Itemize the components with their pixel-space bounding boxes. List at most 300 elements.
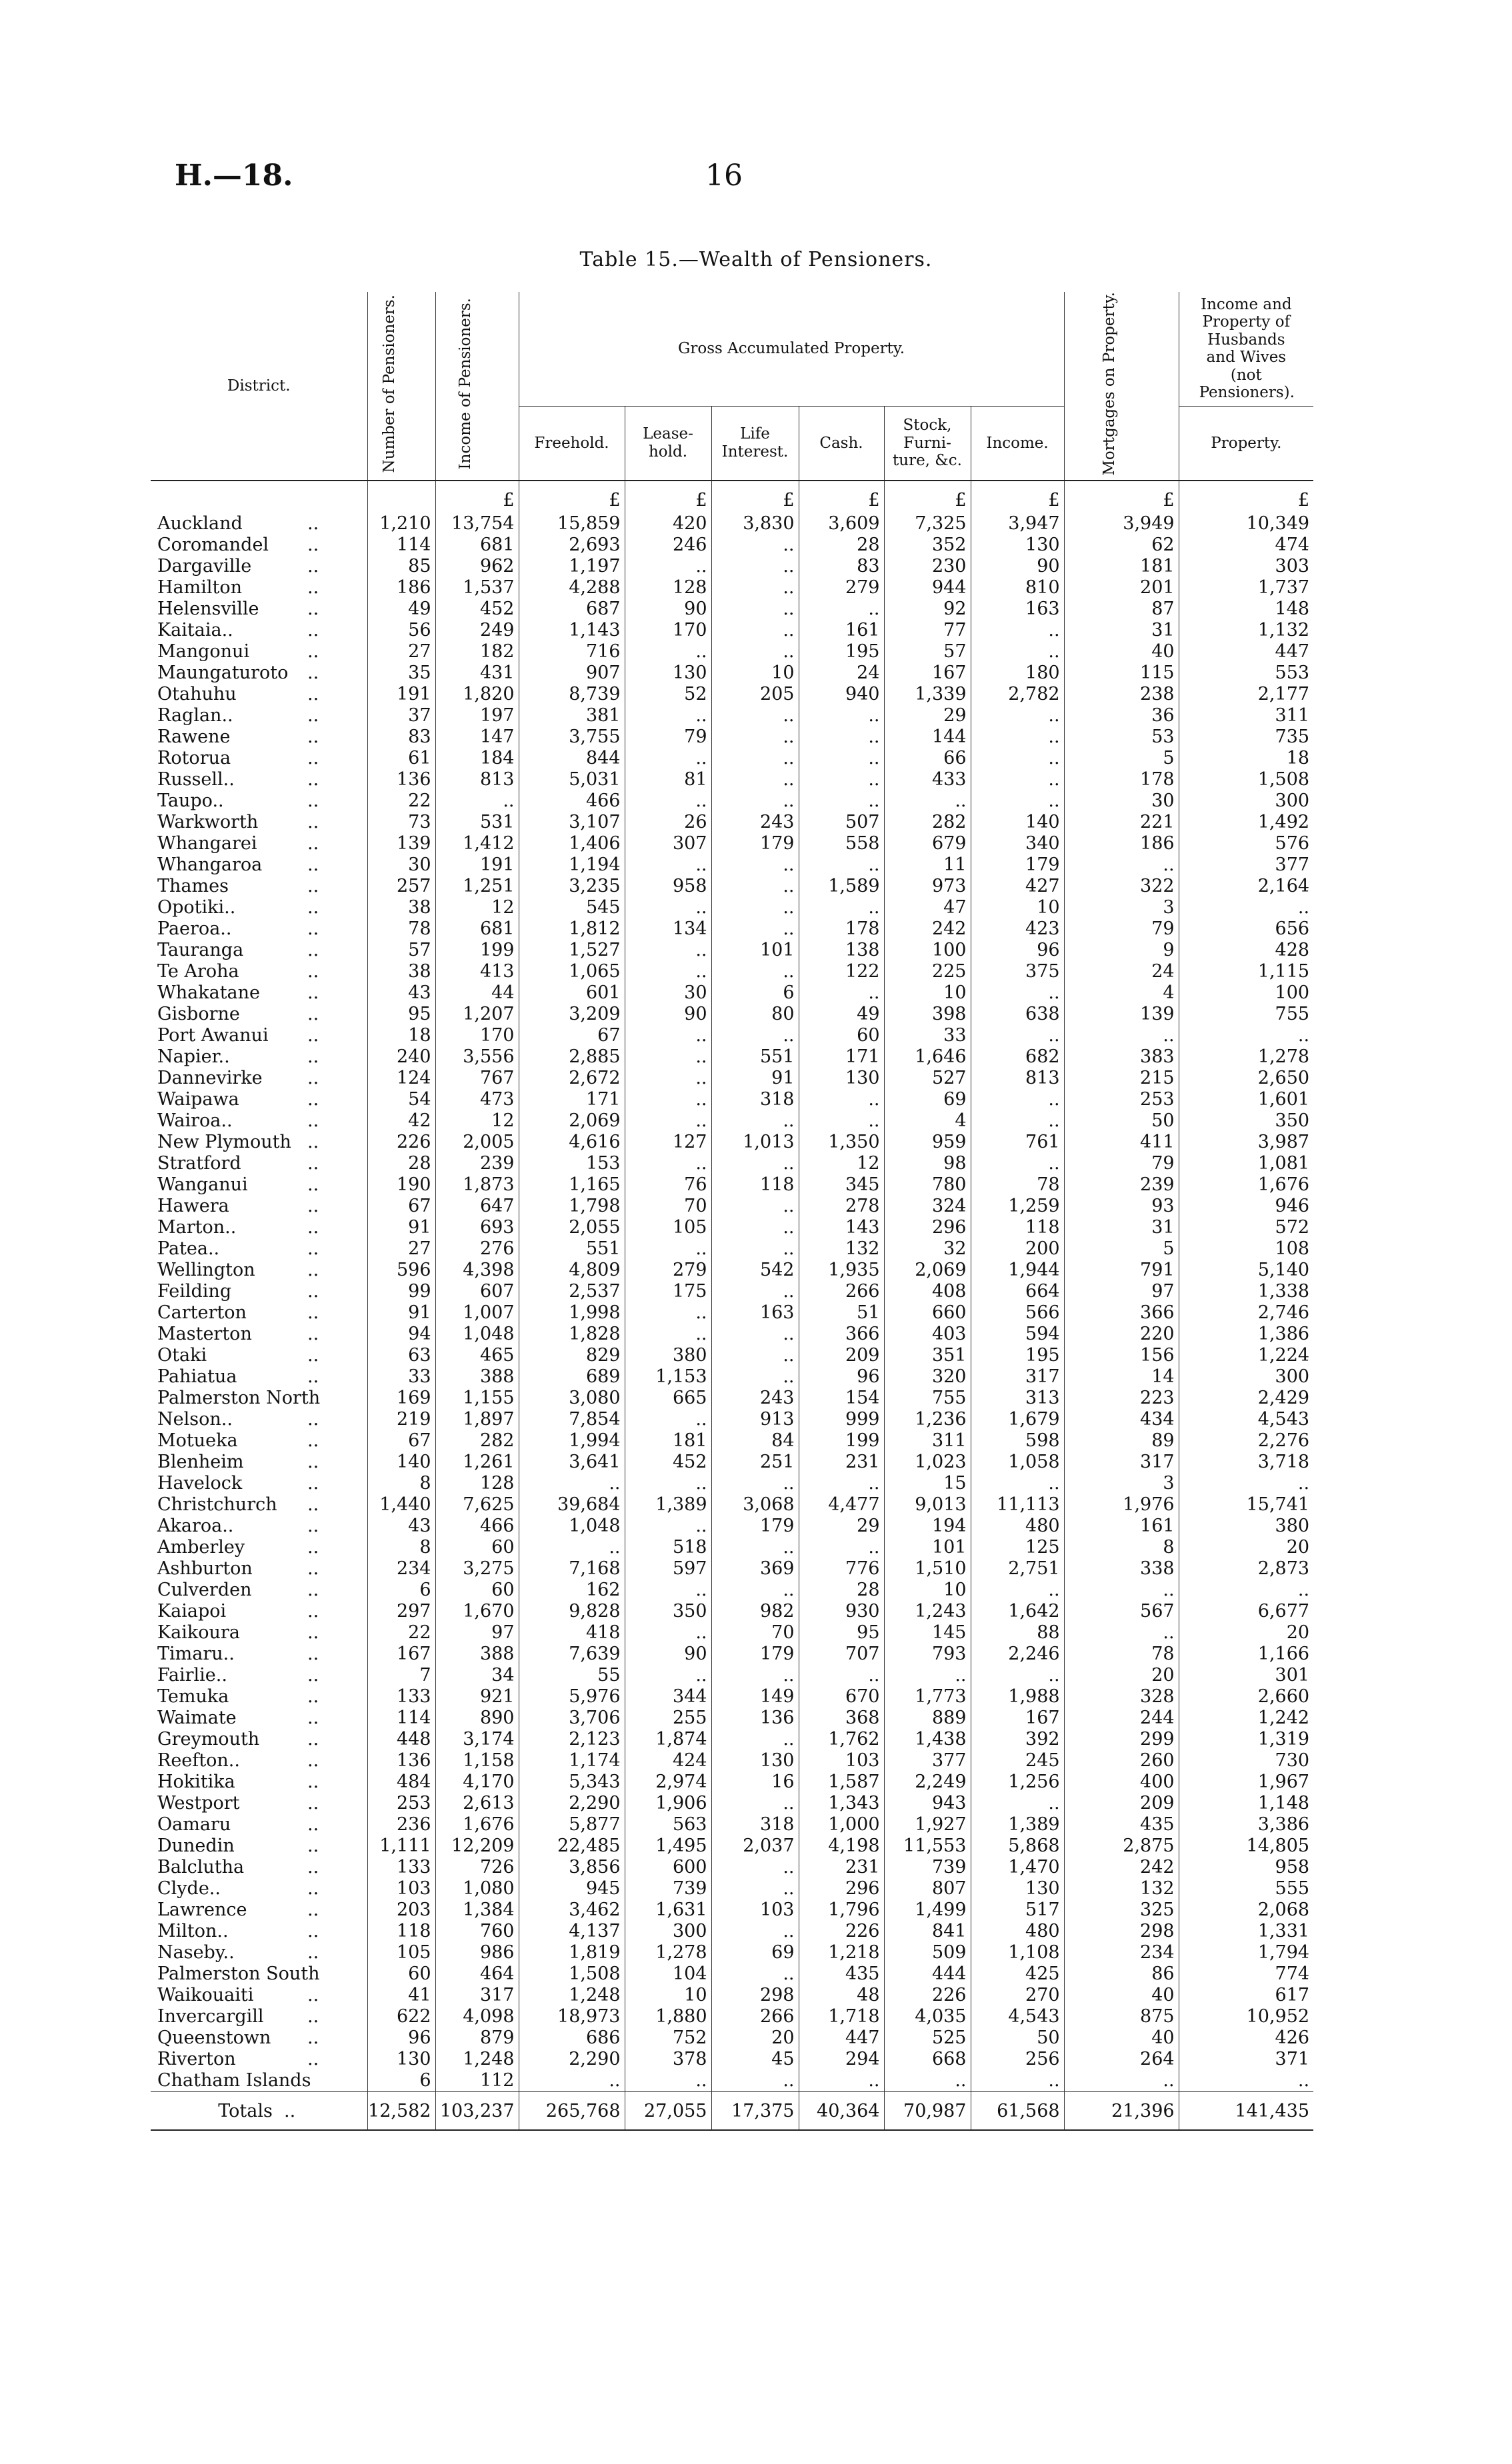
leasehold-cell: 739 [625,1878,711,1899]
income-cell: 7,625 [435,1494,519,1516]
income-cell: 249 [435,620,519,641]
spouse-property-cell: 1,967 [1179,1772,1313,1793]
table-row [151,1388,1313,1409]
freehold-cell: 689 [519,1366,625,1388]
cash-cell: 278 [799,1196,884,1217]
life-interest-cell: .. [711,1110,799,1132]
currency-symbol: £ [711,481,799,511]
currency-symbol: £ [1064,481,1179,511]
stock-cell: 527 [884,1068,971,1089]
stock-cell: 10 [884,982,971,1004]
freehold-cell: 5,031 [519,769,625,790]
district-cell [151,812,367,833]
district-cell [151,918,367,940]
currency-symbol: £ [435,481,519,511]
freehold-cell: 7,854 [519,1409,625,1430]
table-row [151,748,1313,769]
totals-label: Totals .. [151,2092,367,2131]
freehold-cell: 3,080 [519,1388,625,1409]
leader-dots: .. [307,854,319,876]
freehold-cell: 171 [519,1089,625,1110]
spouse-property-cell: 1,508 [1179,769,1313,790]
mortgages-cell: 317 [971,1366,1064,1388]
leasehold-cell: 378 [625,2049,711,2070]
spouse-property-cell: 3,987 [1179,1132,1313,1153]
freehold-cell: 687 [519,599,625,620]
mortgages-cell: 163 [971,599,1064,620]
mortgages-cell: 256 [971,2049,1064,2070]
stock-cell: 944 [884,577,971,599]
spouse-income-cell: 89 [1064,1430,1179,1452]
income-cell: 1,676 [435,1814,519,1836]
spouse-property-cell: 10,952 [1179,2006,1313,2027]
district-name: Timaru.. [157,1644,235,1665]
number-cell: 240 [367,1046,435,1068]
district-cell [151,1260,367,1281]
leader-dots: .. [307,1238,319,1260]
spouse-income-cell: 253 [1064,1089,1179,1110]
spouse-income-cell: 435 [1064,1814,1179,1836]
table-row [151,726,1313,748]
table-row [151,1324,1313,1345]
cash-cell: 366 [799,1324,884,1345]
district-name: Ashburton [157,1558,253,1580]
district-cell [151,577,367,599]
mortgages-cell: 427 [971,876,1064,897]
freehold-cell: 1,048 [519,1516,625,1537]
mortgages-cell: .. [971,748,1064,769]
life-interest-cell: .. [711,748,799,769]
mortgages-cell: 167 [971,1708,1064,1729]
cash-cell: 154 [799,1388,884,1409]
total-spouse-property: 141,435 [1179,2092,1313,2131]
table-row [151,1260,1313,1281]
leader-dots: .. [307,684,319,705]
cash-cell: .. [799,726,884,748]
life-interest-cell: 20 [711,2027,799,2049]
leasehold-cell: .. [625,1409,711,1430]
income-cell: 184 [435,748,519,769]
leader-dots: .. [307,1473,319,1494]
district-cell [151,1686,367,1708]
number-header [367,292,435,481]
leasehold-cell: .. [625,556,711,577]
leasehold-cell: 380 [625,1345,711,1366]
district-cell [151,662,367,684]
cash-cell: 776 [799,1558,884,1580]
district-cell [151,684,367,705]
spouse-income-cell: 50 [1064,1110,1179,1132]
stock-cell: 4 [884,1110,971,1132]
leasehold-cell: 2,974 [625,1772,711,1793]
leasehold-cell: 134 [625,918,711,940]
leasehold-cell: .. [625,1153,711,1174]
table-row [151,1302,1313,1324]
leasehold-cell: .. [625,1302,711,1324]
stock-cell: 1,243 [884,1601,971,1622]
spouse-property-cell: 2,650 [1179,1068,1313,1089]
district-cell [151,1622,367,1644]
spouse-property-cell: 1,737 [1179,577,1313,599]
leader-dots: .. [307,961,319,982]
mortgages-cell: .. [971,726,1064,748]
district-name: Whakatane [157,982,261,1004]
spouse-income-cell: 325 [1064,1899,1179,1921]
district-name: Opotiki.. [157,897,236,918]
number-cell: 38 [367,897,435,918]
freehold-cell: 1,998 [519,1302,625,1324]
life-interest-cell: .. [711,1878,799,1899]
stock-cell: 57 [884,641,971,662]
table-row [151,897,1313,918]
freehold-cell: 2,290 [519,1793,625,1814]
freehold-cell: 1,406 [519,833,625,854]
district-name: Waimate [157,1708,237,1729]
leader-dots: .. [307,833,319,854]
cash-cell: 279 [799,577,884,599]
number-cell: 257 [367,876,435,897]
stock-cell: 1,499 [884,1899,971,1921]
spouse-income-cell: 161 [1064,1516,1179,1537]
district-name: Hawera [157,1196,229,1217]
table-row [151,2049,1313,2070]
district-name: Auckland [157,513,243,535]
income-cell: 767 [435,1068,519,1089]
income-cell: 388 [435,1366,519,1388]
number-cell: 118 [367,1921,435,1942]
leader-dots: .. [307,1580,319,1601]
district-cell [151,1196,367,1217]
life-interest-cell: 3,068 [711,1494,799,1516]
life-interest-cell: 149 [711,1686,799,1708]
district-name: Stratford [157,1153,241,1174]
life-interest-cell: 369 [711,1558,799,1580]
district-cell [151,982,367,1004]
income-cell: 13,754 [435,511,519,535]
spouse-income-cell: 223 [1064,1388,1179,1409]
district-name: Helensville [157,599,259,620]
freehold-cell: 1,828 [519,1324,625,1345]
freehold-cell: 2,123 [519,1729,625,1750]
life-interest-cell: .. [711,1238,799,1260]
leasehold-cell: 130 [625,662,711,684]
freehold-cell: .. [519,1537,625,1558]
income-cell: 1,873 [435,1174,519,1196]
leasehold-cell: 452 [625,1452,711,1473]
leasehold-cell: 170 [625,620,711,641]
spouse-income-cell: 5 [1064,1238,1179,1260]
income-cell: 1,248 [435,2049,519,2070]
income-cell: 1,048 [435,1324,519,1345]
life-interest-cell: 318 [711,1089,799,1110]
spouse-income-cell: 139 [1064,1004,1179,1025]
spouse-property-cell: 1,386 [1179,1324,1313,1345]
district-cell [151,2006,367,2027]
cash-cell: 447 [799,2027,884,2049]
leader-dots: .. [307,1153,319,1174]
number-cell: 27 [367,641,435,662]
cash-cell: 95 [799,1622,884,1644]
page-number: 16 [705,159,743,193]
leader-dots: .. [307,705,319,726]
freehold-cell: 1,248 [519,1985,625,2006]
life-interest-cell: .. [711,641,799,662]
life-interest-cell: 101 [711,940,799,961]
cash-cell: 296 [799,1878,884,1899]
income-cell: 12,209 [435,1836,519,1857]
cash-cell: 96 [799,1366,884,1388]
spouse-income-cell: 234 [1064,1942,1179,1963]
leader-dots: .. [307,1921,319,1942]
freehold-cell: 1,812 [519,918,625,940]
spouse-income-cell: 186 [1064,833,1179,854]
leader-dots: .. [307,1644,319,1665]
income-cell: 44 [435,982,519,1004]
district-cell [151,769,367,790]
stock-cell: 230 [884,556,971,577]
leasehold-cell: 350 [625,1601,711,1622]
income-cell: 1,007 [435,1302,519,1324]
spouse-property-cell: 1,242 [1179,1708,1313,1729]
spouse-property-cell: 10,349 [1179,511,1313,535]
stock-cell: 1,510 [884,1558,971,1580]
income-cell: 3,556 [435,1046,519,1068]
district-name: Te Aroha [157,961,239,982]
stock-cell: 1,236 [884,1409,971,1430]
life-interest-cell: 45 [711,2049,799,2070]
stock-cell: .. [884,1665,971,1686]
freehold-cell: 3,462 [519,1899,625,1921]
district-name: Naseby.. [157,1942,235,1963]
spouse-property-cell: 2,660 [1179,1686,1313,1708]
table-row [151,620,1313,641]
life-interest-cell: .. [711,876,799,897]
spouse-income-cell: 3 [1064,1473,1179,1494]
leader-dots: .. [307,897,319,918]
income-cell: 4,170 [435,1772,519,1793]
spouse-income-cell: 244 [1064,1708,1179,1729]
income-cell: 2,005 [435,1132,519,1153]
number-cell: 33 [367,1366,435,1388]
spouse-property-cell: 20 [1179,1622,1313,1644]
spouse-income-cell: 93 [1064,1196,1179,1217]
mortgages-cell: 4,543 [971,2006,1064,2027]
life-interest-cell: .. [711,790,799,812]
stock-cell: 225 [884,961,971,982]
number-cell: 49 [367,599,435,620]
leasehold-cell: .. [625,1238,711,1260]
leasehold-cell: 424 [625,1750,711,1772]
spouse-income-cell: 201 [1064,577,1179,599]
leasehold-cell: 1,495 [625,1836,711,1857]
table-row [151,1452,1313,1473]
leasehold-cell: 246 [625,535,711,556]
leader-dots: .. [307,2006,319,2027]
cash-cell: 507 [799,812,884,833]
stock-cell: 32 [884,1238,971,1260]
income-cell: 182 [435,641,519,662]
district-cell [151,1921,367,1942]
mortgages-cell: 179 [971,854,1064,876]
mortgages-cell: 2,782 [971,684,1064,705]
leader-dots: .. [307,1516,319,1537]
stock-cell: 47 [884,897,971,918]
freehold-cell: 4,137 [519,1921,625,1942]
spouse-income-cell: 260 [1064,1750,1179,1772]
district-name: Waikouaiti [157,1985,254,2006]
stock-cell: 973 [884,876,971,897]
spouse-property-cell: 148 [1179,599,1313,620]
income-cell: 413 [435,961,519,982]
spouse-property-cell: 730 [1179,1750,1313,1772]
spouse-property-cell: 5,140 [1179,1260,1313,1281]
district-name: Waipawa [157,1089,239,1110]
leasehold-cell: .. [625,1068,711,1089]
mortgages-cell: 180 [971,662,1064,684]
spouse-property-cell: 1,676 [1179,1174,1313,1196]
number-cell: 191 [367,684,435,705]
district-cell [151,961,367,982]
table-row [151,769,1313,790]
income-cell: 317 [435,1985,519,2006]
number-cell: 1,440 [367,1494,435,1516]
income-cell: 2,613 [435,1793,519,1814]
income-cell: 60 [435,1537,519,1558]
table-row [151,1750,1313,1772]
cash-cell: 1,935 [799,1260,884,1281]
district-cell [151,535,367,556]
leasehold-cell: .. [625,1324,711,1345]
spouse-property-cell: .. [1179,897,1313,918]
spouse-income-cell: 40 [1064,1985,1179,2006]
leasehold-cell: .. [625,940,711,961]
spouse-property-cell: 555 [1179,1878,1313,1899]
freehold-cell: 7,639 [519,1644,625,1665]
leasehold-cell: .. [625,1025,711,1046]
district-name: Akaroa.. [157,1516,234,1537]
district-cell [151,1046,367,1068]
number-cell: 105 [367,1942,435,1963]
district-cell [151,1708,367,1729]
number-cell: 6 [367,1580,435,1601]
mortgages-cell: .. [971,769,1064,790]
number-cell: 28 [367,1153,435,1174]
leader-dots: .. [307,1132,319,1153]
cash-cell: .. [799,790,884,812]
number-cell: 30 [367,854,435,876]
table-row [151,1622,1313,1644]
district-name: Reefton.. [157,1750,240,1772]
mortgages-cell: 50 [971,2027,1064,2049]
spouse-property-cell: 1,331 [1179,1921,1313,1942]
currency-symbol: £ [884,481,971,511]
table-row [151,1430,1313,1452]
spouse-property-cell: 1,132 [1179,620,1313,641]
stock-cell: 1,023 [884,1452,971,1473]
table-row [151,1089,1313,1110]
freehold-cell: 3,235 [519,876,625,897]
district-name: Feilding [157,1281,232,1302]
spouse-income-cell: 322 [1064,876,1179,897]
cash-cell: 122 [799,961,884,982]
mortgages-cell: 813 [971,1068,1064,1089]
number-cell: 484 [367,1772,435,1793]
stock-cell: 793 [884,1644,971,1665]
leasehold-cell: .. [625,705,711,726]
stock-cell: 7,325 [884,511,971,535]
stock-cell: 66 [884,748,971,769]
life-interest-cell: .. [711,1345,799,1366]
cash-cell: 195 [799,641,884,662]
spouse-property-cell: 656 [1179,918,1313,940]
leader-dots: .. [307,769,319,790]
number-cell: 91 [367,1302,435,1324]
cash-cell: 28 [799,535,884,556]
currency-symbol: £ [519,481,625,511]
leader-dots: .. [307,1174,319,1196]
district-cell [151,1793,367,1814]
district-name: Riverton [157,2049,236,2070]
leader-dots: .. [307,556,319,577]
leasehold-cell: 597 [625,1558,711,1580]
mortgages-cell: 140 [971,812,1064,833]
stock-cell: 398 [884,1004,971,1025]
stock-cell: 29 [884,705,971,726]
district-cell [151,620,367,641]
table-row [151,1963,1313,1985]
leasehold-cell: 90 [625,1004,711,1025]
table-row [151,1238,1313,1260]
leader-dots: .. [307,1494,319,1516]
leasehold-cell: 30 [625,982,711,1004]
freehold-cell: 1,194 [519,854,625,876]
income-cell: 466 [435,1516,519,1537]
spouse-income-cell: 31 [1064,1217,1179,1238]
district-cell [151,1409,367,1430]
leasehold-cell: .. [625,641,711,662]
mortgages-cell: 78 [971,1174,1064,1196]
leasehold-cell: 563 [625,1814,711,1836]
spouse-income-cell: .. [1064,1025,1179,1046]
life-interest-cell: 179 [711,1516,799,1537]
number-cell: 18 [367,1025,435,1046]
mortgages-cell: 375 [971,961,1064,982]
cash-cell: 60 [799,1025,884,1046]
cash-cell: .. [799,1089,884,1110]
leasehold-cell: 181 [625,1430,711,1452]
spouse-property-cell: 755 [1179,1004,1313,1025]
number-cell: 96 [367,2027,435,2049]
income-cell: 191 [435,854,519,876]
spouse-income-cell: 383 [1064,1046,1179,1068]
life-interest-cell: 179 [711,1644,799,1665]
leader-dots: .. [307,1814,319,1836]
income-cell: 1,261 [435,1452,519,1473]
mortgages-cell: 118 [971,1217,1064,1238]
district-name: Oamaru [157,1814,231,1836]
cash-cell: 1,796 [799,1899,884,1921]
leader-dots: .. [307,577,319,599]
leader-dots: .. [307,1068,319,1089]
income-cell: 388 [435,1644,519,1665]
mortgages-cell: 245 [971,1750,1064,1772]
district-name: Wairoa.. [157,1110,233,1132]
leader-dots: .. [307,599,319,620]
spouse-income-cell: 5 [1064,748,1179,769]
income-cell: 1,412 [435,833,519,854]
currency-symbol: £ [971,481,1064,511]
district-name: Kaikoura [157,1622,240,1644]
